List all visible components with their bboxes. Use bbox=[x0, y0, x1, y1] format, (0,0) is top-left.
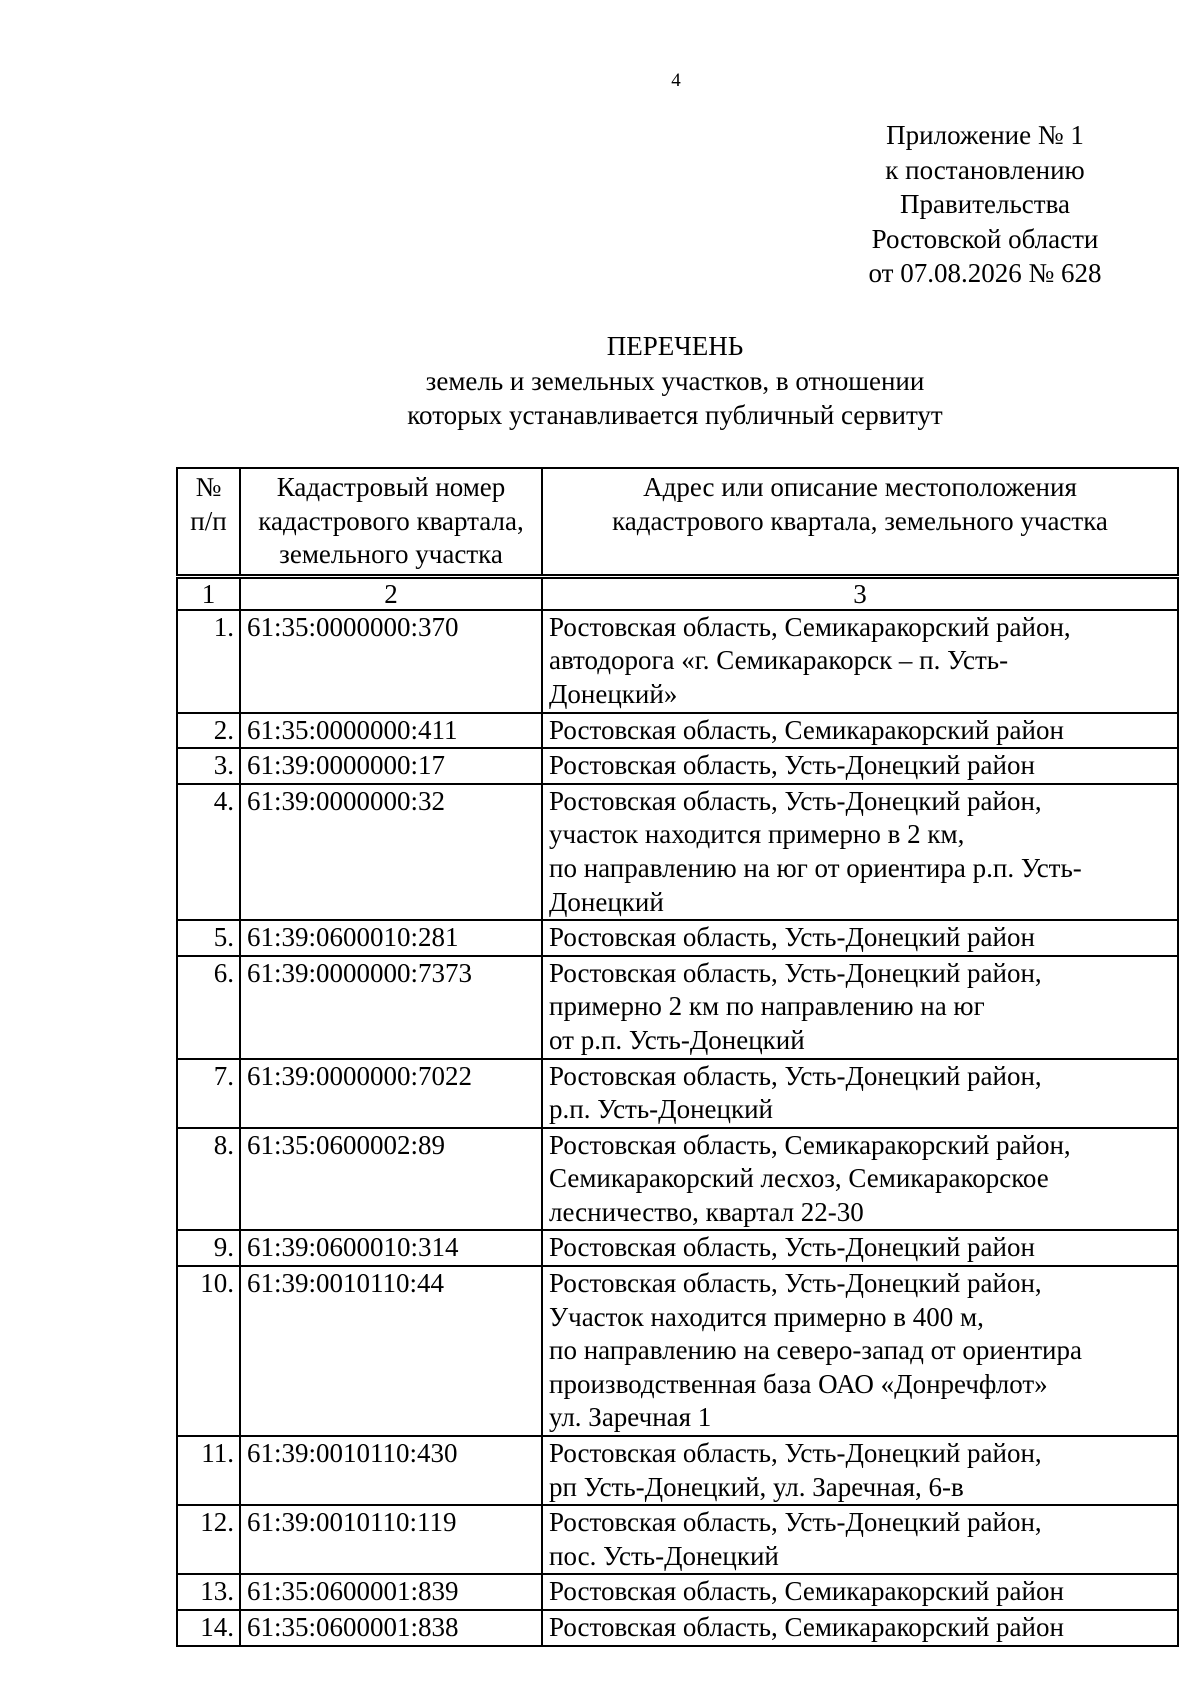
cadastral-number: 61:39:0000000:7373 bbox=[240, 956, 542, 1059]
address-line: Ростовская область, Усть-Донецкий район bbox=[549, 1232, 1035, 1263]
address-line: участок находится примерно в 2 км, bbox=[549, 819, 965, 850]
table-header-row bbox=[177, 468, 1178, 576]
row-number: 13. bbox=[177, 1574, 240, 1610]
row-number: 6. bbox=[177, 956, 240, 1059]
row-number: 10. bbox=[177, 1266, 240, 1436]
header-number bbox=[177, 468, 240, 576]
table-row bbox=[177, 1230, 1178, 1266]
address-description bbox=[542, 1266, 1178, 1436]
row-number: 7. bbox=[177, 1059, 240, 1128]
address-line: Ростовская область, Усть-Донецкий район, bbox=[549, 957, 1042, 988]
table-row bbox=[177, 1128, 1178, 1231]
address-line: Ростовская область, Усть-Донецкий район, bbox=[549, 1060, 1042, 1091]
title-subtitle-line: земель и земельных участков, в отношении bbox=[425, 365, 925, 396]
table-row bbox=[177, 1505, 1178, 1574]
cadastral-number: 61:39:0010110:430 bbox=[240, 1436, 542, 1505]
address-description bbox=[542, 713, 1178, 749]
table-row bbox=[177, 1610, 1178, 1646]
cadastral-number: 61:39:0010110:44 bbox=[240, 1266, 542, 1436]
address-line: производственная база ОАО «Донречфлот» bbox=[549, 1368, 1048, 1399]
address-description bbox=[542, 1610, 1178, 1646]
address-description bbox=[542, 610, 1178, 713]
address-description bbox=[542, 1505, 1178, 1574]
cadastral-number: 61:35:0600001:838 bbox=[240, 1610, 542, 1646]
appendix-block bbox=[855, 118, 1115, 291]
address-line: Ростовская область, Усть-Донецкий район, bbox=[549, 785, 1042, 816]
table-row bbox=[177, 610, 1178, 713]
appendix-line: от 07.08.2026 № 628 bbox=[868, 258, 1102, 288]
table-row bbox=[177, 920, 1178, 956]
address-line: автодорога «г. Семикаракорск – п. Усть- bbox=[549, 645, 1009, 676]
cadastral-number: 61:35:0600001:839 bbox=[240, 1574, 542, 1610]
appendix-line: Правительства bbox=[900, 189, 1070, 219]
address-line: Ростовская область, Семикаракорский район bbox=[549, 714, 1064, 745]
address-description bbox=[542, 1059, 1178, 1128]
header-text: № bbox=[195, 472, 222, 502]
table-row bbox=[177, 1266, 1178, 1436]
address-line: Ростовская область, Семикаракорский район, bbox=[549, 1129, 1071, 1160]
address-line: Ростовская область, Семикаракорский район bbox=[549, 1576, 1064, 1607]
column-number: 3 bbox=[542, 576, 1178, 610]
title-subtitle-line: которых устанавливается публичный сервитут bbox=[407, 400, 943, 430]
row-number: 8. bbox=[177, 1128, 240, 1231]
address-description bbox=[542, 784, 1178, 920]
row-number: 11. bbox=[177, 1436, 240, 1505]
row-number: 14. bbox=[177, 1610, 240, 1646]
address-line: примерно 2 км по направлению на юг bbox=[549, 991, 985, 1022]
appendix-line: Приложение № 1 bbox=[886, 120, 1084, 150]
row-number: 4. bbox=[177, 784, 240, 920]
table-row bbox=[177, 956, 1178, 1059]
address-line: рп Усть-Донецкий, ул. Заречная, 6-в bbox=[549, 1471, 964, 1502]
table-row bbox=[177, 784, 1178, 920]
cadastral-number: 61:39:0000000:7022 bbox=[240, 1059, 542, 1128]
table-row bbox=[177, 1436, 1178, 1505]
column-numbers-row bbox=[177, 576, 1178, 610]
address-line: от р.п. Усть-Донецкий bbox=[549, 1024, 805, 1055]
row-number: 3. bbox=[177, 748, 240, 784]
appendix-line: к постановлению bbox=[885, 154, 1085, 185]
table-row bbox=[177, 1574, 1178, 1610]
address-description bbox=[542, 748, 1178, 784]
cadastral-number: 61:35:0600002:89 bbox=[240, 1128, 542, 1231]
address-description bbox=[542, 920, 1178, 956]
row-number: 2. bbox=[177, 713, 240, 749]
address-description bbox=[542, 1230, 1178, 1266]
address-line: Ростовская область, Усть-Донецкий район, bbox=[549, 1268, 1042, 1299]
header-address bbox=[542, 468, 1178, 576]
cadastral-number: 61:35:0000000:411 bbox=[240, 713, 542, 749]
header-text: Кадастровый номер bbox=[276, 472, 506, 502]
row-number: 1. bbox=[177, 610, 240, 713]
address-line: Ростовская область, Семикаракорский район, bbox=[549, 611, 1071, 642]
address-line: Семикаракорский лесхоз, Семикаракорское bbox=[549, 1163, 1049, 1194]
header-text: земельного участка bbox=[279, 539, 503, 570]
title-heading: ПЕРЕЧЕНЬ bbox=[606, 331, 744, 361]
address-description bbox=[542, 1574, 1178, 1610]
address-line: Участок находится примерно в 400 м, bbox=[549, 1301, 984, 1332]
address-line: Ростовская область, Усть-Донецкий район bbox=[549, 922, 1035, 953]
address-line: Ростовская область, Усть-Донецкий район, bbox=[549, 1507, 1042, 1538]
column-number: 1 bbox=[177, 576, 240, 610]
table-row bbox=[177, 713, 1178, 749]
row-number: 12. bbox=[177, 1505, 240, 1574]
address-line: ул. Заречная 1 bbox=[549, 1402, 712, 1433]
cadastral-number: 61:39:0600010:314 bbox=[240, 1230, 542, 1266]
table-row bbox=[177, 1059, 1178, 1128]
address-line: пос. Усть-Донецкий bbox=[549, 1540, 779, 1571]
address-line: Ростовская область, Семикаракорский район bbox=[549, 1612, 1064, 1642]
cadastral-number: 61:35:0000000:370 bbox=[240, 610, 542, 713]
address-line: Ростовская область, Усть-Донецкий район bbox=[549, 750, 1035, 781]
address-line: Донецкий» bbox=[549, 678, 678, 709]
cadastral-number: 61:39:0000000:17 bbox=[240, 748, 542, 784]
address-line: по направлению на северо-запад от ориентира bbox=[549, 1335, 1082, 1366]
page-number: 4 bbox=[671, 70, 681, 91]
address-line: Ростовская область, Усть-Донецкий район, bbox=[549, 1438, 1042, 1469]
address-description bbox=[542, 1128, 1178, 1231]
header-text: кадастрового квартала, bbox=[258, 505, 524, 536]
column-number: 2 bbox=[240, 576, 542, 610]
row-number: 5. bbox=[177, 920, 240, 956]
header-text: Адрес или описание местоположения bbox=[643, 472, 1077, 502]
cadastral-number: 61:39:0010110:119 bbox=[240, 1505, 542, 1574]
document-title bbox=[176, 329, 1174, 433]
table-body bbox=[177, 576, 1178, 1645]
address-line: Донецкий bbox=[549, 886, 664, 917]
header-text: п/п bbox=[190, 505, 227, 536]
address-line: лесничество, квартал 22-30 bbox=[549, 1196, 864, 1227]
cadastral-number: 61:39:0000000:32 bbox=[240, 784, 542, 920]
header-cadastral-number bbox=[240, 468, 542, 576]
row-number: 9. bbox=[177, 1230, 240, 1266]
cadastral-number: 61:39:0600010:281 bbox=[240, 920, 542, 956]
address-description bbox=[542, 956, 1178, 1059]
address-line: р.п. Усть-Донецкий bbox=[549, 1094, 773, 1125]
header-text: кадастрового квартала, земельного участка bbox=[612, 505, 1108, 536]
address-description bbox=[542, 1436, 1178, 1505]
land-plots-table bbox=[176, 467, 1179, 1647]
appendix-line: Ростовской области bbox=[871, 223, 1099, 254]
address-line: по направлению на юг от ориентира р.п. Усть- bbox=[549, 852, 1082, 883]
table-row bbox=[177, 748, 1178, 784]
